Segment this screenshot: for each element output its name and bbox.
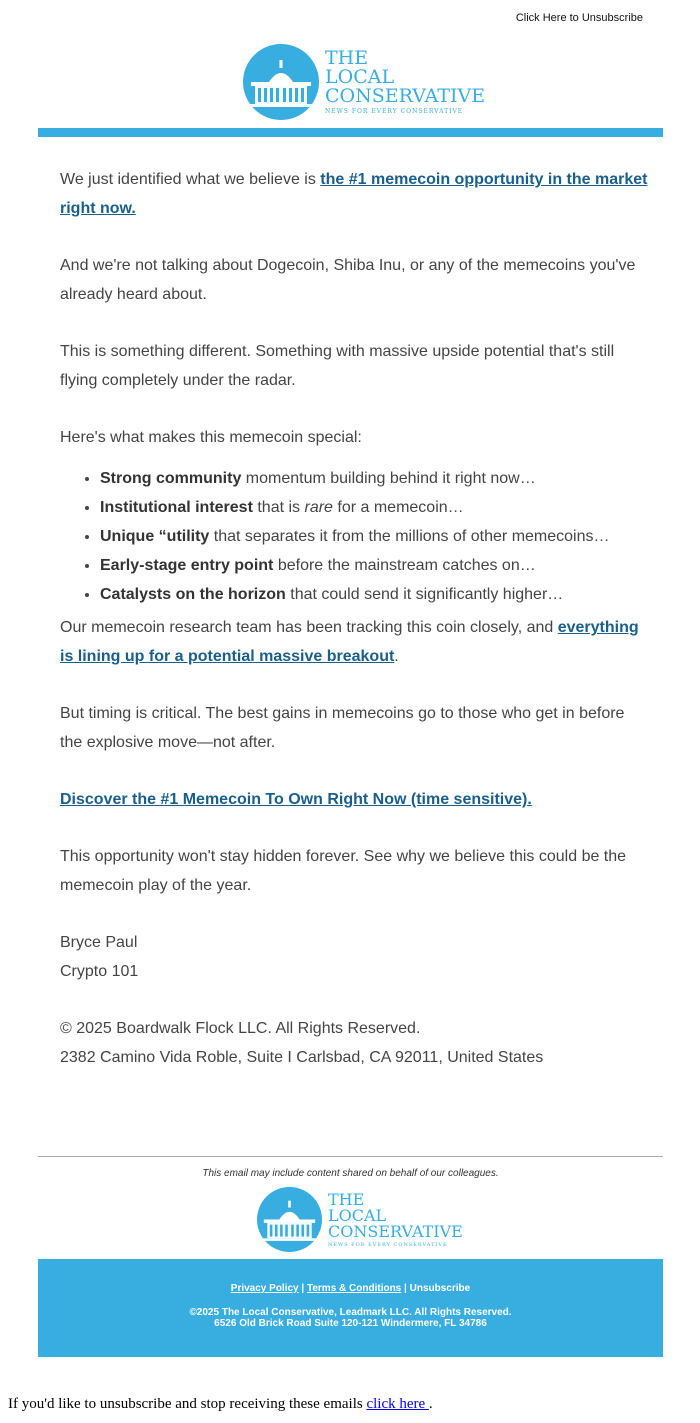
footer-copyright [38,1307,663,1329]
copyright-text: © 2025 Boardwalk Flock LLC. All Rights Reserved. [60,1020,421,1037]
logo-line2: LOCAL [325,66,395,88]
paragraph-special: Here's what makes this memecoin special: [60,429,362,446]
list-item: • Strong community momentum building behind it right now… [100,464,650,493]
logo-line2: LOCAL [328,1205,387,1225]
company-address: 2382 Camino Vida Roble, Suite I Carlsbad, CA 92011, United States [60,1049,544,1066]
logo-line3: CONSERVATIVE [328,1221,463,1241]
terms-link[interactable]: Terms & Conditions [306,1283,402,1294]
list-item: • Catalysts on the horizon that could send it significantly higher… [100,580,650,609]
footer-address-line: 6526 Old Brick Road Suite 120-121 Windermere, FL 34786 [214,1318,487,1329]
logo-footer[interactable] [257,1187,463,1252]
click-here-link[interactable]: click here [366,1396,429,1412]
features-list [60,464,650,609]
footer-separator: | [404,1283,407,1294]
footer-divider [38,1156,663,1157]
footer-disclaimer: This email may include content shared on behalf of our colleagues. [202,1168,499,1179]
paragraph-cta [60,785,650,814]
paragraph-different: This is something different. Something with massive upside potential that's still flying completely under the radar. [60,343,615,389]
footer-unsubscribe-link[interactable]: Unsubscribe [409,1283,471,1294]
footer-copyright-line: ©2025 The Local Conservative, Leadmark LLC. All Rights Reserved. [189,1307,512,1318]
logo-top[interactable] [243,44,485,120]
logo-tagline: NEWS FOR EVERY CONSERVATIVE [325,108,464,115]
list-item: • Early-stage entry point before the mainstream catches on… [100,551,650,580]
breakout-link[interactable]: everything is lining up for a potential massive breakout [60,619,639,665]
bottom-unsubscribe-notice: If you'd like to unsubscribe and stop receiving these emails click here . [8,1396,433,1412]
footer-separator: | [301,1283,305,1294]
logo-tagline: NEWS FOR EVERY CONSERVATIVE [328,1241,448,1248]
footer-links [38,1283,663,1294]
signature-title: Crypto 101 [60,963,139,980]
list-item: • Unique “utility that separates it from the millions of other memecoins… [100,522,650,551]
paragraph-not-dogecoin: And we're not talking about Dogecoin, Shiba Inu, or any of the memecoins you've already heard about. [60,257,636,303]
company-info [60,1014,650,1072]
discover-memecoin-link[interactable]: Discover the #1 Memecoin To Own Right Now (time sensitive). [60,791,532,808]
email-body [60,165,650,1100]
list-item: • Institutional interest that is rare for a memecoin… [100,493,650,522]
signature-name: Bryce Paul [60,934,138,951]
header-accent-bar [38,128,663,137]
capitol-emblem-icon [243,44,319,120]
paragraph-timing: But timing is critical. The best gains in memecoins go to those who get in before the explosive move—not after. [60,705,625,751]
paragraph-intro [60,165,650,223]
logo-line1: THE [325,47,369,69]
footer-band [38,1259,663,1357]
logo-line3: CONSERVATIVE [325,85,486,107]
paragraph-research: Our memecoin research team has been tracking this coin closely, and everything is lining up for a potential massive breakout. [60,619,639,665]
logo-line1: THE [328,1189,365,1209]
memecoin-opportunity-link[interactable]: the #1 memecoin opportunity in the market right now. [60,171,648,217]
capitol-emblem-icon [257,1187,322,1252]
signature [60,928,650,986]
intro-text: We just identified what we believe is [60,171,321,188]
paragraph-closing: This opportunity won't stay hidden forever. See why we believe this could be the memecoin play of the year. [60,848,627,894]
unsubscribe-top-link[interactable]: Click Here to Unsubscribe [515,12,643,24]
privacy-policy-link[interactable]: Privacy Policy [230,1283,299,1294]
